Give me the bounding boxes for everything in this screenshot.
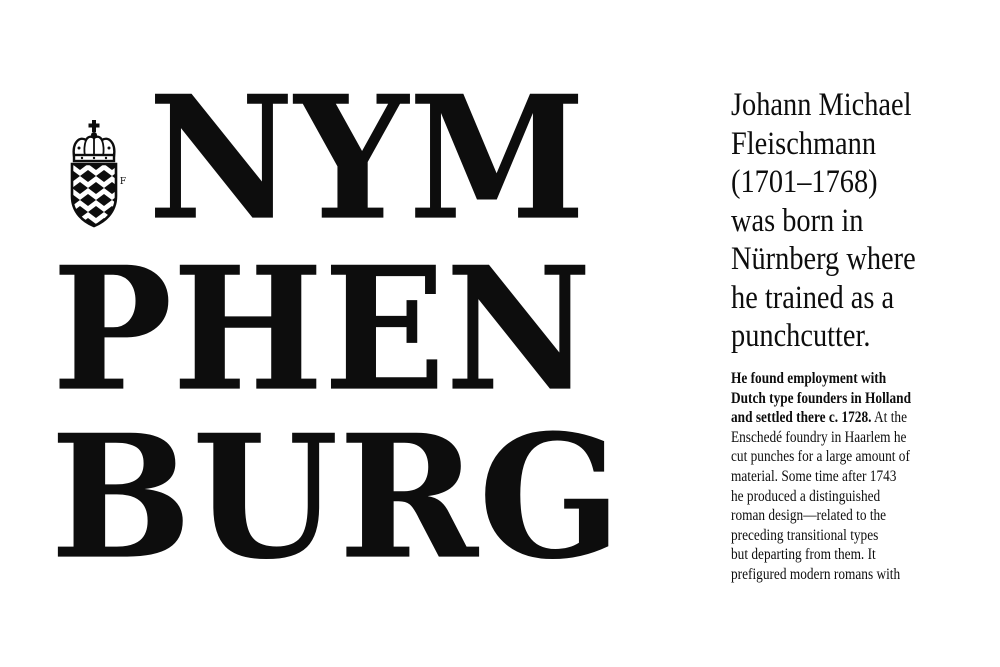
title-line-3: BURG [50, 397, 622, 598]
body-lead: Dutch type founders in Holland [731, 389, 911, 407]
body-line: roman design—related to the [731, 507, 887, 525]
body-line [731, 408, 963, 428]
intro-line: Nürnberg where [731, 241, 916, 277]
body-lead-tail: At the [871, 409, 908, 427]
title-line-2: PHEN [52, 229, 592, 430]
body-lead: He found employment with [731, 370, 887, 387]
body-line: prefigured modern romans with [731, 565, 901, 583]
emblem-letter: F [119, 177, 127, 187]
body-line: he produced a distinguished [731, 487, 881, 505]
intro-line: he trained as a [731, 279, 895, 316]
body-line: but departing from them. It [731, 546, 876, 564]
body-line: Enschedé foundry in Haarlem he [731, 428, 907, 446]
body-line [731, 369, 963, 389]
body-line: preceding transitional types [731, 526, 879, 544]
intro-line: punchcutter. [731, 318, 871, 354]
body-paragraph [731, 369, 963, 585]
body-line [731, 389, 963, 409]
intro-line: was born in [731, 202, 864, 239]
intro-line: Johann Michael [731, 87, 912, 123]
title-line-1: NYM [148, 58, 586, 259]
intro-paragraph [731, 86, 955, 356]
body-lead: and settled there c. 1728. [731, 409, 872, 427]
intro-line: Fleischmann [731, 125, 877, 162]
bavarian-crowned-shield-icon [66, 118, 128, 230]
body-line: material. Some time after 1743 [731, 467, 897, 485]
intro-line: (1701–1768) [731, 164, 878, 200]
emblem [66, 118, 128, 230]
body-line: cut punches for a large amount of [731, 448, 910, 466]
